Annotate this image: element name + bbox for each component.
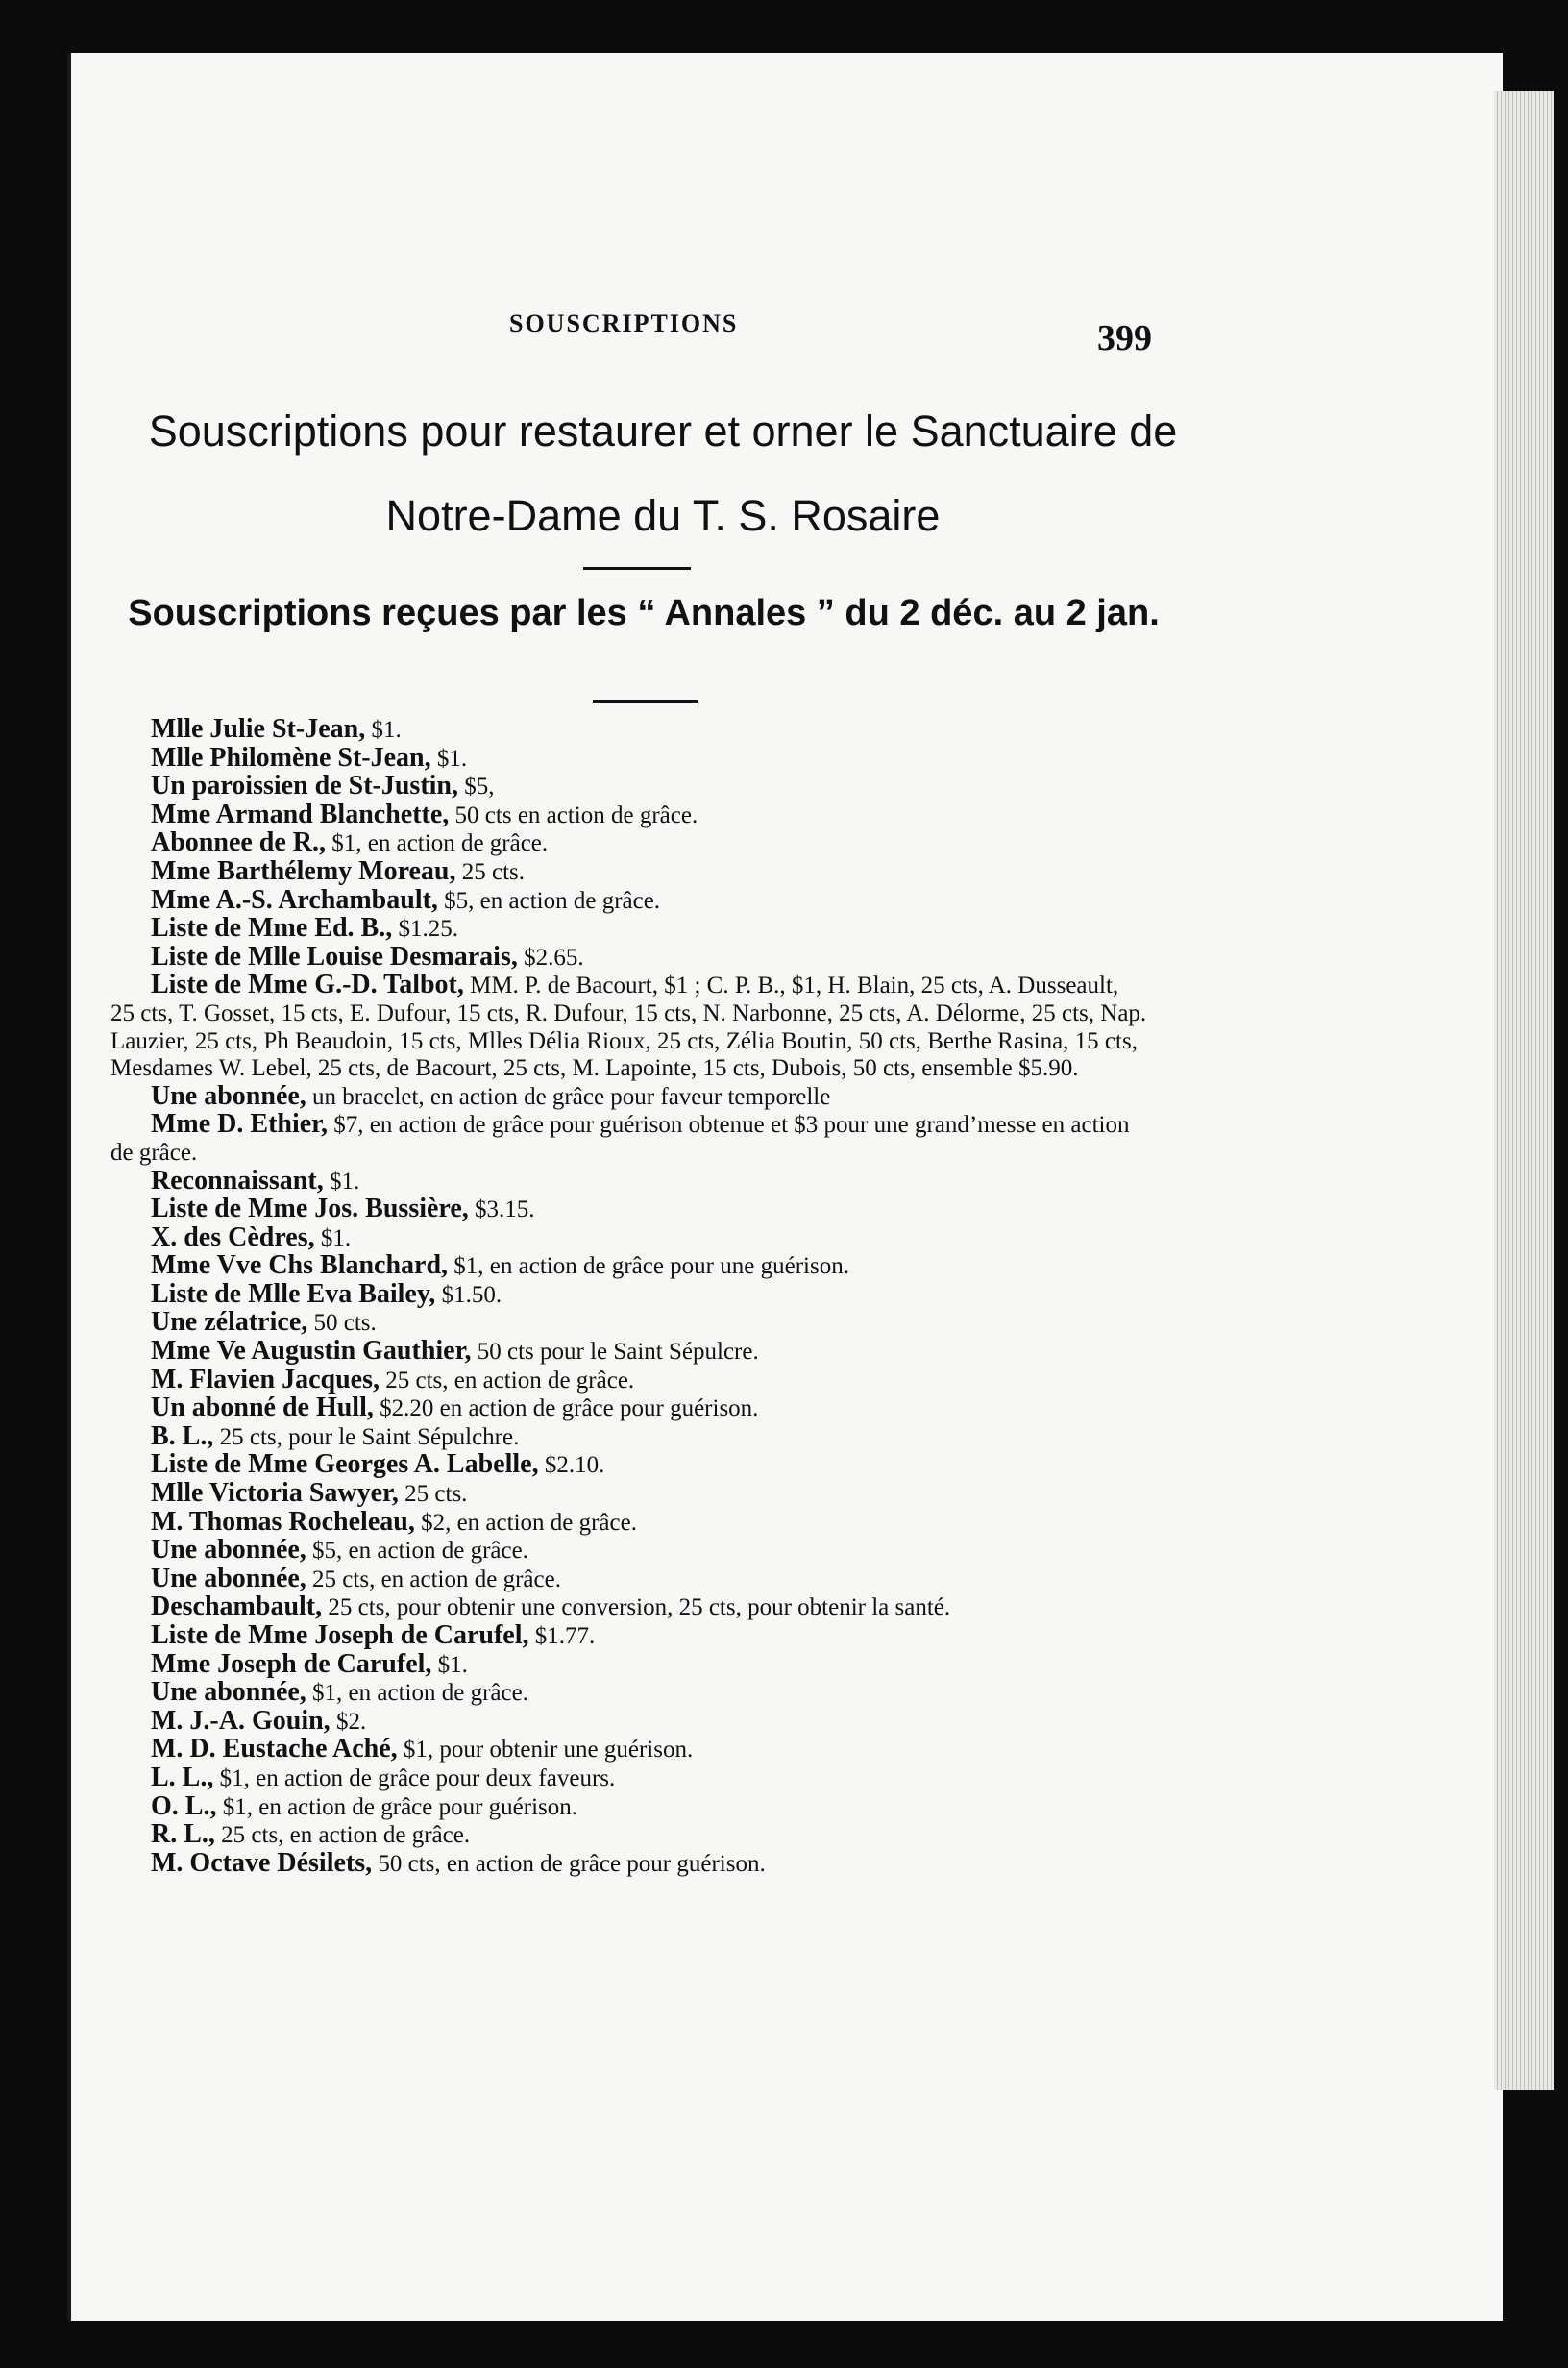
subscriber-name: Mme D. Ethier,: [151, 1109, 329, 1140]
subscriber-name: Une abonnée,: [151, 1677, 306, 1708]
subscriber-name: Liste de Mme Joseph de Carufel,: [151, 1620, 529, 1650]
subscription-entry: [110, 742, 1148, 774]
subscriber-name: Une abonnée,: [151, 1563, 306, 1593]
subscription-details: 50 cts pour le Saint Sépulcre.: [471, 1339, 759, 1366]
subscription-entry: [110, 1165, 1148, 1196]
subscription-entry: [110, 855, 1148, 887]
subscription-entry: [110, 1196, 1148, 1224]
subscriber-name: L. L.,: [151, 1762, 214, 1792]
title-line-2: Notre-Dame du T. S. Rosaire: [385, 491, 941, 540]
subscription-entry: [110, 1679, 1148, 1708]
subscription-details: MM. P. de Bacourt, $1 ; C. P. B., $1, H. Blain, 25 cts, A. Dusseault, 25 cts, T. Gosset, 15 cts, E. Dufour, 15 cts, R. Dufour, 15 cts, N. Narbonne, 25 cts, A. Délorme, 25 cts, Nap. Lauzier, 25 cts, Ph Beaudoin, 15 cts, Mlles Délia Rioux, 25 cts, Zélia Boutin, 50 cts, Berthe Rasina, 15 cts, Mesdames W. Lebel, 25 cts, de Bacourt, 25 cts, M. Lapointe, 15 cts, Dubois, 50 cts, ensemble $5.90.: [110, 973, 1147, 1082]
subscriber-name: Une zélatrice,: [151, 1307, 308, 1338]
subscription-entry: [110, 1338, 1148, 1367]
subscriber-name: M. D. Eustache Aché,: [151, 1734, 398, 1764]
subscription-entry: [110, 773, 1148, 802]
subscription-details: $2.65.: [517, 944, 584, 971]
subscription-entry: [110, 1278, 1148, 1310]
subscription-entry: [110, 1821, 1148, 1850]
subscription-details: 25 cts, en action de grâce.: [380, 1367, 635, 1394]
subscription-entry: [110, 1537, 1148, 1566]
subscriber-name: O. L.,: [151, 1790, 217, 1821]
subscriber-name: Liste de Mme Georges A. Labelle,: [151, 1449, 539, 1480]
subscriber-name: Mme Ve Augustin Gauthier,: [151, 1336, 472, 1367]
subscription-details: $1.: [314, 1224, 352, 1251]
subscriber-name: Mlle Julie St-Jean,: [151, 714, 366, 744]
title-line-1: Souscriptions pour restaurer et orner le Sanctuaire de: [148, 407, 1178, 456]
subscription-entry: [110, 1764, 1148, 1793]
subscriber-name: Abonnee de R.,: [151, 827, 327, 858]
subscriber-name: M. Thomas Rocheleau,: [151, 1506, 415, 1537]
subscriber-name: Mlle Victoria Sawyer,: [151, 1478, 399, 1509]
subscription-details: 25 cts, en action de grâce.: [306, 1566, 561, 1592]
subscriber-name: Mme A.-S. Archambault,: [151, 884, 438, 915]
page-title: [115, 389, 1211, 558]
subscription-details: $1, en action de grâce pour une guérison.: [448, 1253, 849, 1280]
subscriber-name: Mme Barthélemy Moreau,: [151, 855, 456, 886]
subscription-entry: [110, 1847, 1148, 1879]
subscription-details: $1, en action de grâce pour deux faveurs.: [213, 1764, 616, 1791]
subscriber-name: M. J.-A. Gouin,: [151, 1705, 331, 1736]
subscriber-name: M. Octave Désilets,: [151, 1847, 373, 1878]
subscription-details: $1, en action de grâce pour guérison.: [216, 1793, 578, 1820]
subscription-details: 25 cts, pour obtenir une conversion, 25 cts, pour obtenir la santé.: [322, 1594, 951, 1621]
subscription-entry: [110, 1705, 1148, 1737]
subscription-details: $5,: [458, 774, 495, 801]
subscription-entry: [110, 1080, 1148, 1112]
subscription-entry: [110, 1252, 1148, 1281]
subscription-entry: [110, 1736, 1148, 1764]
subscription-details: $1, en action de grâce.: [326, 830, 549, 857]
subscription-details: $5, en action de grâce.: [437, 887, 661, 914]
subscriber-name: Reconnaissant,: [151, 1165, 324, 1196]
subscription-details: $3.15.: [468, 1196, 535, 1223]
subscriber-name: Liste de Mme G.-D. Talbot,: [151, 970, 464, 1000]
subscription-entry: [110, 1622, 1148, 1651]
subscription-details: 50 cts, en action de grâce pour guérison.: [372, 1850, 766, 1877]
subscription-details: 25 cts.: [398, 1481, 468, 1508]
subscriber-name: Liste de Mlle Eva Bailey,: [151, 1278, 436, 1309]
subscription-details: $2.20 en action de grâce pour guérison.: [373, 1395, 759, 1422]
subscriber-name: Mlle Philomène St-Jean,: [151, 742, 431, 773]
subscription-entry: [110, 1221, 1148, 1253]
subscription-details: $1.25.: [392, 916, 458, 943]
subscription-details: $1, pour obtenir une guérison.: [397, 1737, 694, 1764]
divider-rule-1: [583, 567, 691, 570]
subscription-list: [110, 716, 1148, 1878]
subscriber-name: Liste de Mme Jos. Bussière,: [151, 1194, 469, 1224]
subscriber-name: Deschambault,: [151, 1591, 323, 1622]
subtitle: Souscriptions reçues par les “ Annales ” du 2 déc. au 2 jan.: [128, 593, 1160, 633]
subscription-details: $1.: [323, 1168, 360, 1195]
subscriber-name: M. Flavien Jacques,: [151, 1364, 380, 1394]
subscriber-name: Mme Vve Chs Blanchard,: [151, 1250, 449, 1281]
subscription-entry: [110, 716, 1148, 745]
running-head: SOUSCRIPTIONS: [509, 309, 739, 337]
subscriber-name: Liste de Mlle Louise Desmarais,: [151, 941, 518, 972]
subscription-entry: [110, 1506, 1148, 1538]
subscription-entry: [110, 1394, 1148, 1423]
subscription-details: un bracelet, en action de grâce pour faveur temporelle: [306, 1083, 831, 1110]
subscriber-name: Un paroissien de St-Justin,: [151, 771, 459, 802]
subscription-entry: [110, 1563, 1148, 1594]
subscription-details: 50 cts en action de grâce.: [449, 802, 698, 828]
subscription-entry: [110, 799, 1148, 830]
subscription-details: $5, en action de grâce.: [306, 1538, 528, 1565]
subscription-entry: [110, 884, 1148, 916]
subscription-entry: [110, 829, 1148, 858]
subscription-entry: [110, 915, 1148, 944]
subscription-entry: [110, 941, 1148, 973]
divider-rule-2: [593, 700, 698, 703]
subscriber-name: Mme Armand Blanchette,: [151, 799, 450, 829]
subscription-entry: [110, 972, 1148, 1082]
subscription-details: $1.50.: [435, 1281, 502, 1308]
subscriber-name: X. des Cèdres,: [151, 1221, 315, 1252]
subscriber-name: Une abonnée,: [151, 1535, 306, 1566]
subscriber-name: B. L.,: [151, 1420, 214, 1451]
subscription-details: 25 cts, pour le Saint Sépulchre.: [213, 1423, 520, 1450]
page-edges: [1494, 91, 1554, 2090]
subscription-details: $1.: [431, 1651, 468, 1678]
subscription-details: 25 cts, en action de grâce.: [214, 1822, 471, 1849]
subscription-entry: [110, 1593, 1148, 1622]
subscription-entry: [110, 1364, 1148, 1395]
subscriber-name: Une abonnée,: [151, 1080, 306, 1111]
subscription-details: $1.: [430, 745, 468, 772]
subscription-entry: [110, 1420, 1148, 1452]
subscription-entry: [110, 1648, 1148, 1680]
subscriber-name: Liste de Mme Ed. B.,: [151, 913, 393, 944]
subscription-entry: [110, 1480, 1148, 1509]
subscription-entry: [110, 1111, 1148, 1167]
subscription-details: $7, en action de grâce pour guérison obtenue et $3 pour une grand’messe en action de grâce.: [110, 1112, 1130, 1166]
subscription-entry: [110, 1790, 1148, 1822]
subscription-details: $1, en action de grâce.: [306, 1680, 528, 1707]
subscription-details: $2, en action de grâce.: [414, 1509, 637, 1536]
subscription-details: 50 cts.: [307, 1310, 377, 1337]
subscription-details: 25 cts.: [455, 858, 526, 885]
subscriber-name: Mme Joseph de Carufel,: [151, 1648, 432, 1679]
subscriber-name: Un abonné de Hull,: [151, 1393, 374, 1423]
page-number: 399: [1097, 318, 1152, 358]
subscription-details: $1.77.: [528, 1623, 596, 1649]
subscription-details: $2.: [330, 1708, 367, 1735]
subscriber-name: R. L.,: [151, 1819, 215, 1850]
subscription-details: $1.: [365, 717, 402, 743]
subscription-details: $2.10.: [538, 1452, 605, 1479]
subscription-entry: [110, 1451, 1148, 1480]
subscription-entry: [110, 1309, 1148, 1338]
